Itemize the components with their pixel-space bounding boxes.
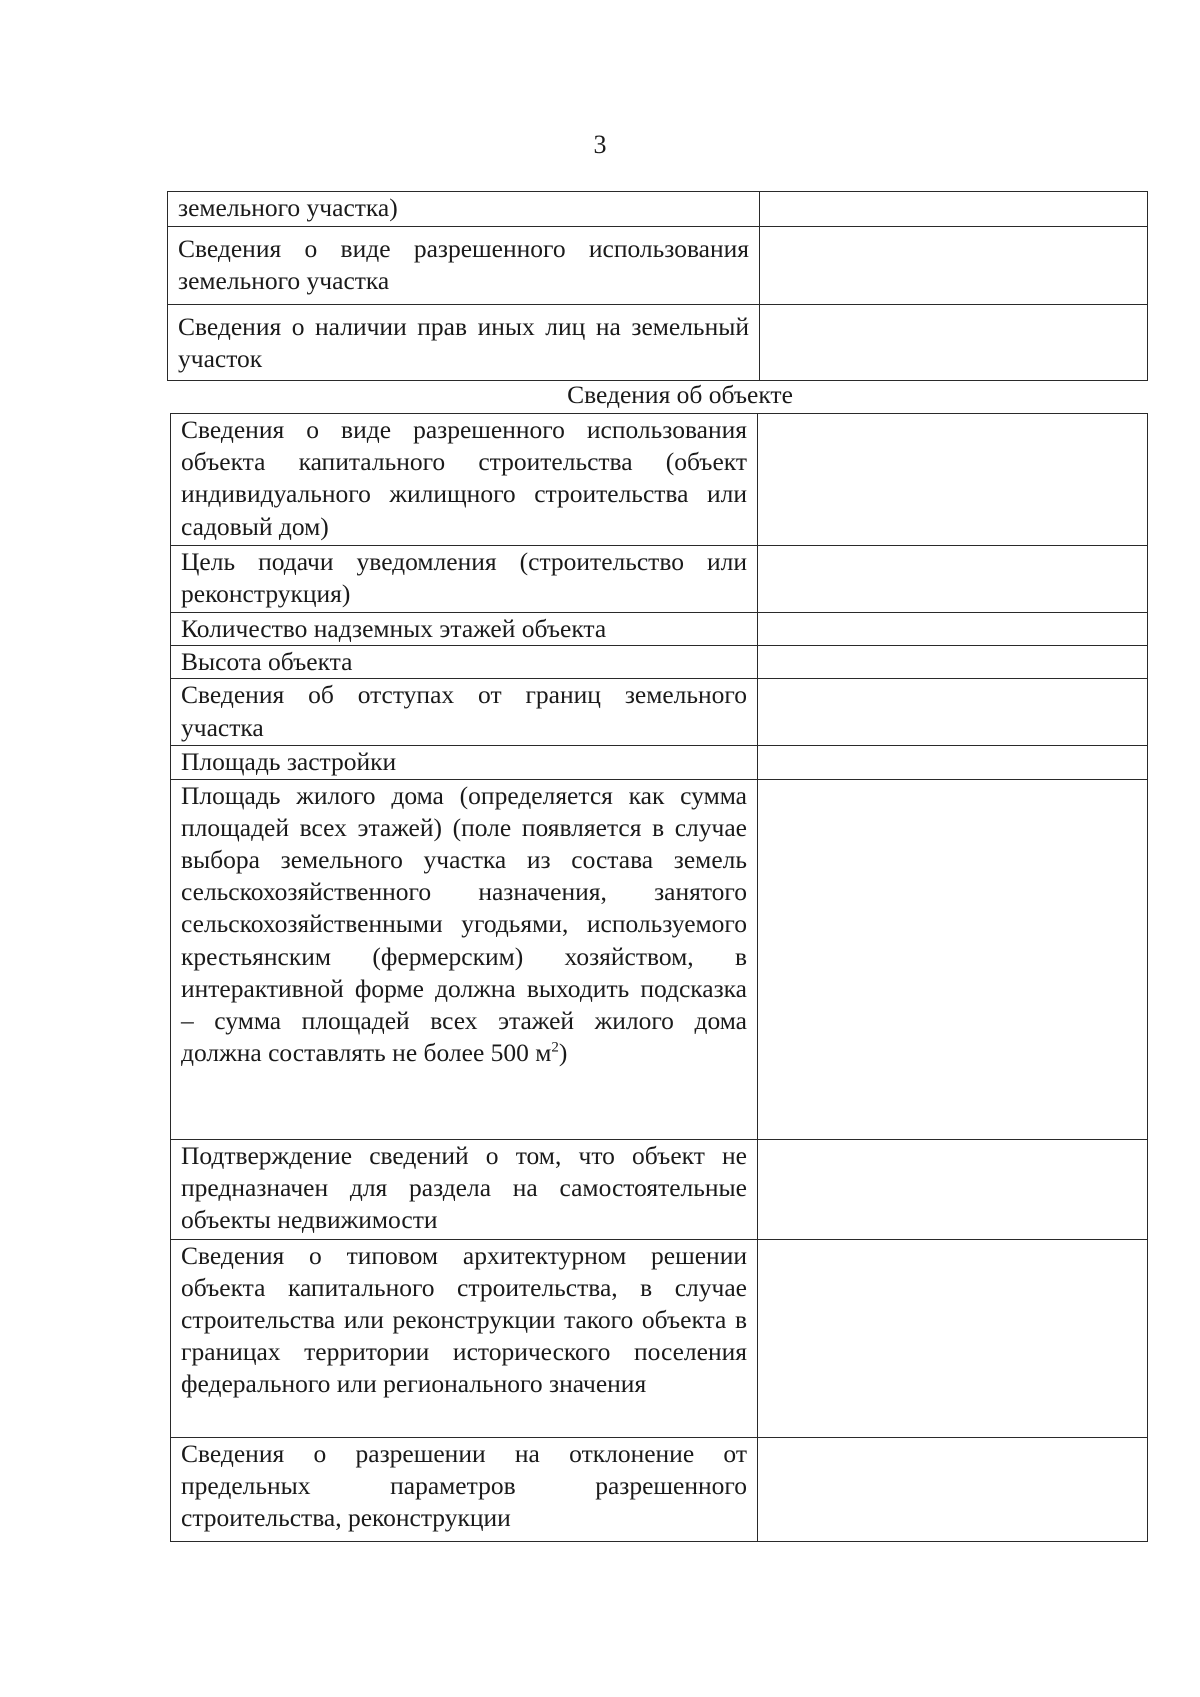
table-row (171, 1437, 1148, 1541)
row-value-field[interactable] (760, 227, 1148, 305)
row-label-text: Площадь жилого дома (определяется как сумма площадей всех этажей) (поле появляется в случае выбора земельного участка из состава земель сельскохозяйственного назначения, занятого сельскохозяйственными угодьями, используемого крестьянским (фермерским) хозяйством, в интерактивной форме должна выходить подсказка – сумма площадей всех этажей жилого дома должна составлять не более 500 м (181, 780, 747, 1068)
table-row (171, 646, 1148, 679)
table-row (171, 1239, 1148, 1437)
row-label: Сведения о виде разрешенного использования объекта капитального строительства (объект индивидуального жилищного строительства или садовый дом) (171, 414, 758, 546)
table-row (168, 305, 1148, 381)
object-info-table (170, 413, 1148, 1542)
row-value-field[interactable] (758, 1437, 1148, 1541)
row-value-field[interactable] (760, 192, 1148, 227)
table-row (171, 746, 1148, 779)
row-label: Высота объекта (171, 646, 758, 679)
row-label: Подтверждение сведений о том, что объект не предназначен для раздела на самостоятельные объекты недвижимости (171, 1139, 758, 1239)
row-value-field[interactable] (758, 1139, 1148, 1239)
row-label: земельного участка) (168, 192, 760, 227)
table-row (171, 613, 1148, 646)
table-row (171, 779, 1148, 1139)
row-label: Сведения о наличии прав иных лиц на земельный участок (168, 305, 760, 381)
row-label: Сведения о разрешении на отклонение от предельных параметров разрешенного строительства, реконструкции (171, 1437, 758, 1541)
table-row (168, 192, 1148, 227)
row-value-field[interactable] (760, 305, 1148, 381)
table-row (168, 227, 1148, 305)
row-label: Сведения о виде разрешенного использования земельного участка (168, 227, 760, 305)
page-number: 3 (593, 130, 607, 159)
row-value-field[interactable] (758, 414, 1148, 546)
row-value-field[interactable] (758, 679, 1148, 746)
row-label: Площадь застройки (171, 746, 758, 779)
row-value-field[interactable] (758, 546, 1148, 613)
row-label: Сведения о типовом архитектурном решении объекта капитального строительства, в случае строительства или реконструкции такого объекта в границах территории исторического поселения федерального или регионального значения (171, 1239, 758, 1437)
table-row (171, 679, 1148, 746)
superscript: 2 (551, 1039, 559, 1056)
table-row (171, 1139, 1148, 1239)
row-value-field[interactable] (758, 746, 1148, 779)
table-row (171, 546, 1148, 613)
row-value-field[interactable] (758, 1239, 1148, 1437)
table-row (171, 414, 1148, 546)
row-label (171, 779, 758, 1139)
row-value-field[interactable] (758, 646, 1148, 679)
row-value-field[interactable] (758, 779, 1148, 1139)
row-label: Цель подачи уведомления (строительство или реконструкция) (171, 546, 758, 613)
row-label: Количество надземных этажей объекта (171, 613, 758, 646)
row-label: Сведения об отступах от границ земельного участка (171, 679, 758, 746)
row-value-field[interactable] (758, 613, 1148, 646)
land-plot-table (167, 191, 1148, 381)
closing-paren: ) (558, 1038, 568, 1068)
section-heading: Сведения об объекте (567, 380, 793, 409)
